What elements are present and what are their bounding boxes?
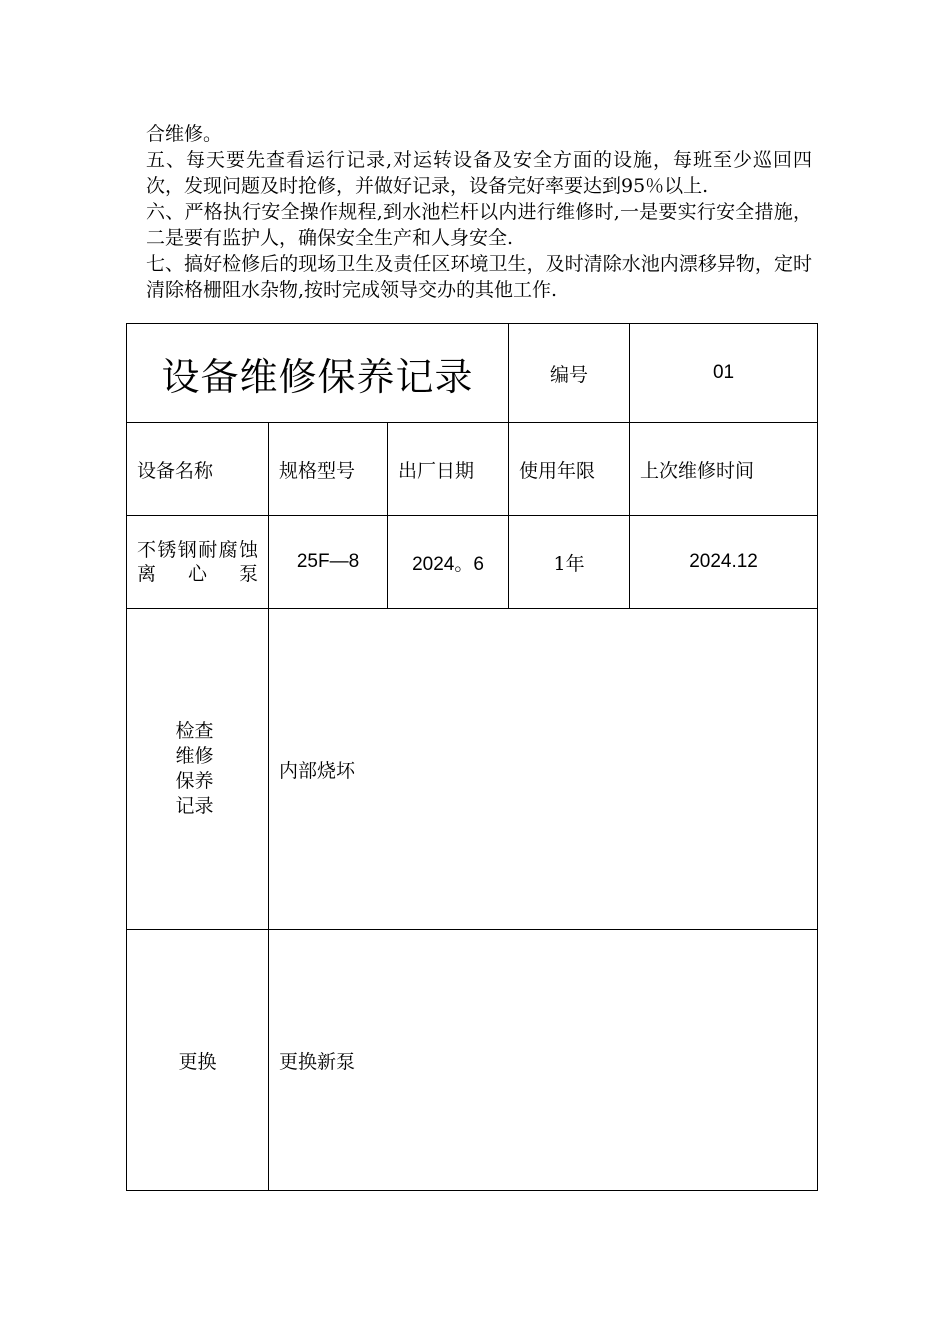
- regulation-text: [146, 121, 812, 303]
- header-model: 规格型号: [269, 423, 388, 516]
- last-repair-time-value: 2024.12: [630, 516, 818, 609]
- title-row: [127, 324, 818, 423]
- replace-content: 更换新泵: [269, 930, 818, 1191]
- record-title: 设备维修保养记录: [127, 324, 509, 423]
- paragraph-6: 六、严格执行安全操作规程,到水池栏杆以内进行维修时,一是要实行安全措施，二是要有监护人，确保安全生产和人身安全.: [146, 201, 812, 249]
- inspection-row: [127, 609, 818, 930]
- inspection-label-cell: [127, 609, 269, 930]
- paragraph-7: 七、搞好检修后的现场卫生及责任区环境卫生，及时清除水池内漂移异物，定时清除格栅阻水杂物,按时完成领导交办的其他工作.: [146, 253, 812, 301]
- replace-row: [127, 930, 818, 1191]
- header-last-repair-time: 上次维修时间: [630, 423, 818, 516]
- header-service-life: 使用年限: [509, 423, 630, 516]
- maintenance-record-table: [126, 323, 818, 1191]
- inspection-content: 内部烧坏: [269, 609, 818, 930]
- inspection-label: 检查维修保养记录: [175, 720, 214, 817]
- header-equipment-name: 设备名称: [127, 423, 269, 516]
- paragraph-5: 五、每天要先查看运行记录,对运转设备及安全方面的设施，每班至少巡回四次，发现问题及时抢修，并做好记录，设备完好率要达到95％以上.: [146, 149, 812, 197]
- header-row: [127, 423, 818, 516]
- model-value: 25F—8: [269, 516, 388, 609]
- replace-label: 更换: [127, 930, 269, 1191]
- number-value: 01: [630, 324, 818, 423]
- service-life-value: 1年: [509, 516, 630, 609]
- equipment-name: 不锈钢耐腐蚀离心泵: [127, 516, 269, 609]
- header-manufacture-date: 出厂日期: [388, 423, 509, 516]
- number-label: 编号: [509, 324, 630, 423]
- manufacture-date-value: 2024。6: [388, 516, 509, 609]
- paragraph-continuation: 合维修。: [146, 123, 223, 145]
- data-row: [127, 516, 818, 609]
